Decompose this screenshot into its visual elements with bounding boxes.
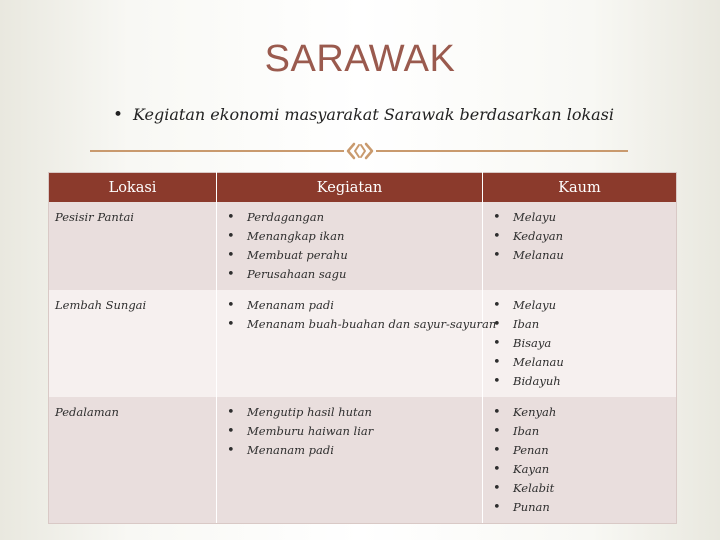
kaum-cell [483,290,677,397]
list-item: • Melayu [489,296,670,315]
list-item: • Melayu [489,208,670,227]
list-item: • Perusahaan sagu [223,265,476,284]
header-lokasi: Lokasi [49,173,217,203]
list-item: • Iban [489,315,670,334]
list-item: • Bidayuh [489,372,670,391]
lokasi-cell: Lembah Sungai [49,290,217,397]
kaum-list [489,403,670,517]
list-item: • Kayan [489,460,670,479]
list-item: • Perdagangan [223,208,476,227]
kaum-cell [483,202,677,290]
list-item: • Menanam buah-buahan dan sayur-sayuran [223,315,476,334]
list-item: • Bisaya [489,334,670,353]
economic-activity-table [48,172,677,524]
kegiatan-cell [217,290,497,397]
list-item: • Menanam padi [223,441,476,460]
lokasi-cell: Pesisir Pantai [49,202,217,290]
list-item: • Memburu haiwan liar [223,422,476,441]
list-item: • Mengutip hasil hutan [223,403,476,422]
list-item: • Kenyah [489,403,670,422]
list-item: • Iban [489,422,670,441]
kegiatan-cell [217,202,483,290]
subtitle-text: Kegiatan ekonomi masyarakat Sarawak berdasarkan lokasi [133,105,615,124]
list-item: • Kedayan [489,227,670,246]
header-kaum: Kaum [483,173,677,203]
kegiatan-list [223,403,476,460]
bullet-icon: • [113,105,124,125]
list-item: • Membuat perahu [223,246,476,265]
kegiatan-list [223,296,497,334]
kaum-cell [483,397,677,524]
divider-line-right [376,150,628,152]
table-header-row [49,173,677,203]
kaum-list [489,208,670,265]
divider-line-left [90,150,344,152]
list-item: • Menangkap ikan [223,227,476,246]
decorative-divider-icon [345,139,375,163]
list-item: • Penan [489,441,670,460]
list-item: • Menanam padi [223,296,476,315]
kegiatan-list [223,208,476,284]
table-row [49,202,677,290]
header-kegiatan: Kegiatan [217,173,483,203]
subtitle-bullet [113,105,614,125]
list-item: • Melanau [489,353,670,372]
table-row [49,290,677,397]
lokasi-cell: Pedalaman [49,397,217,524]
list-item: • Melanau [489,246,670,265]
kegiatan-cell [217,397,483,524]
list-item: • Punan [489,498,670,517]
table-row [49,397,677,524]
kaum-list [489,296,670,391]
list-item: • Kelabit [489,479,670,498]
slide-title: SARAWAK [264,38,456,80]
